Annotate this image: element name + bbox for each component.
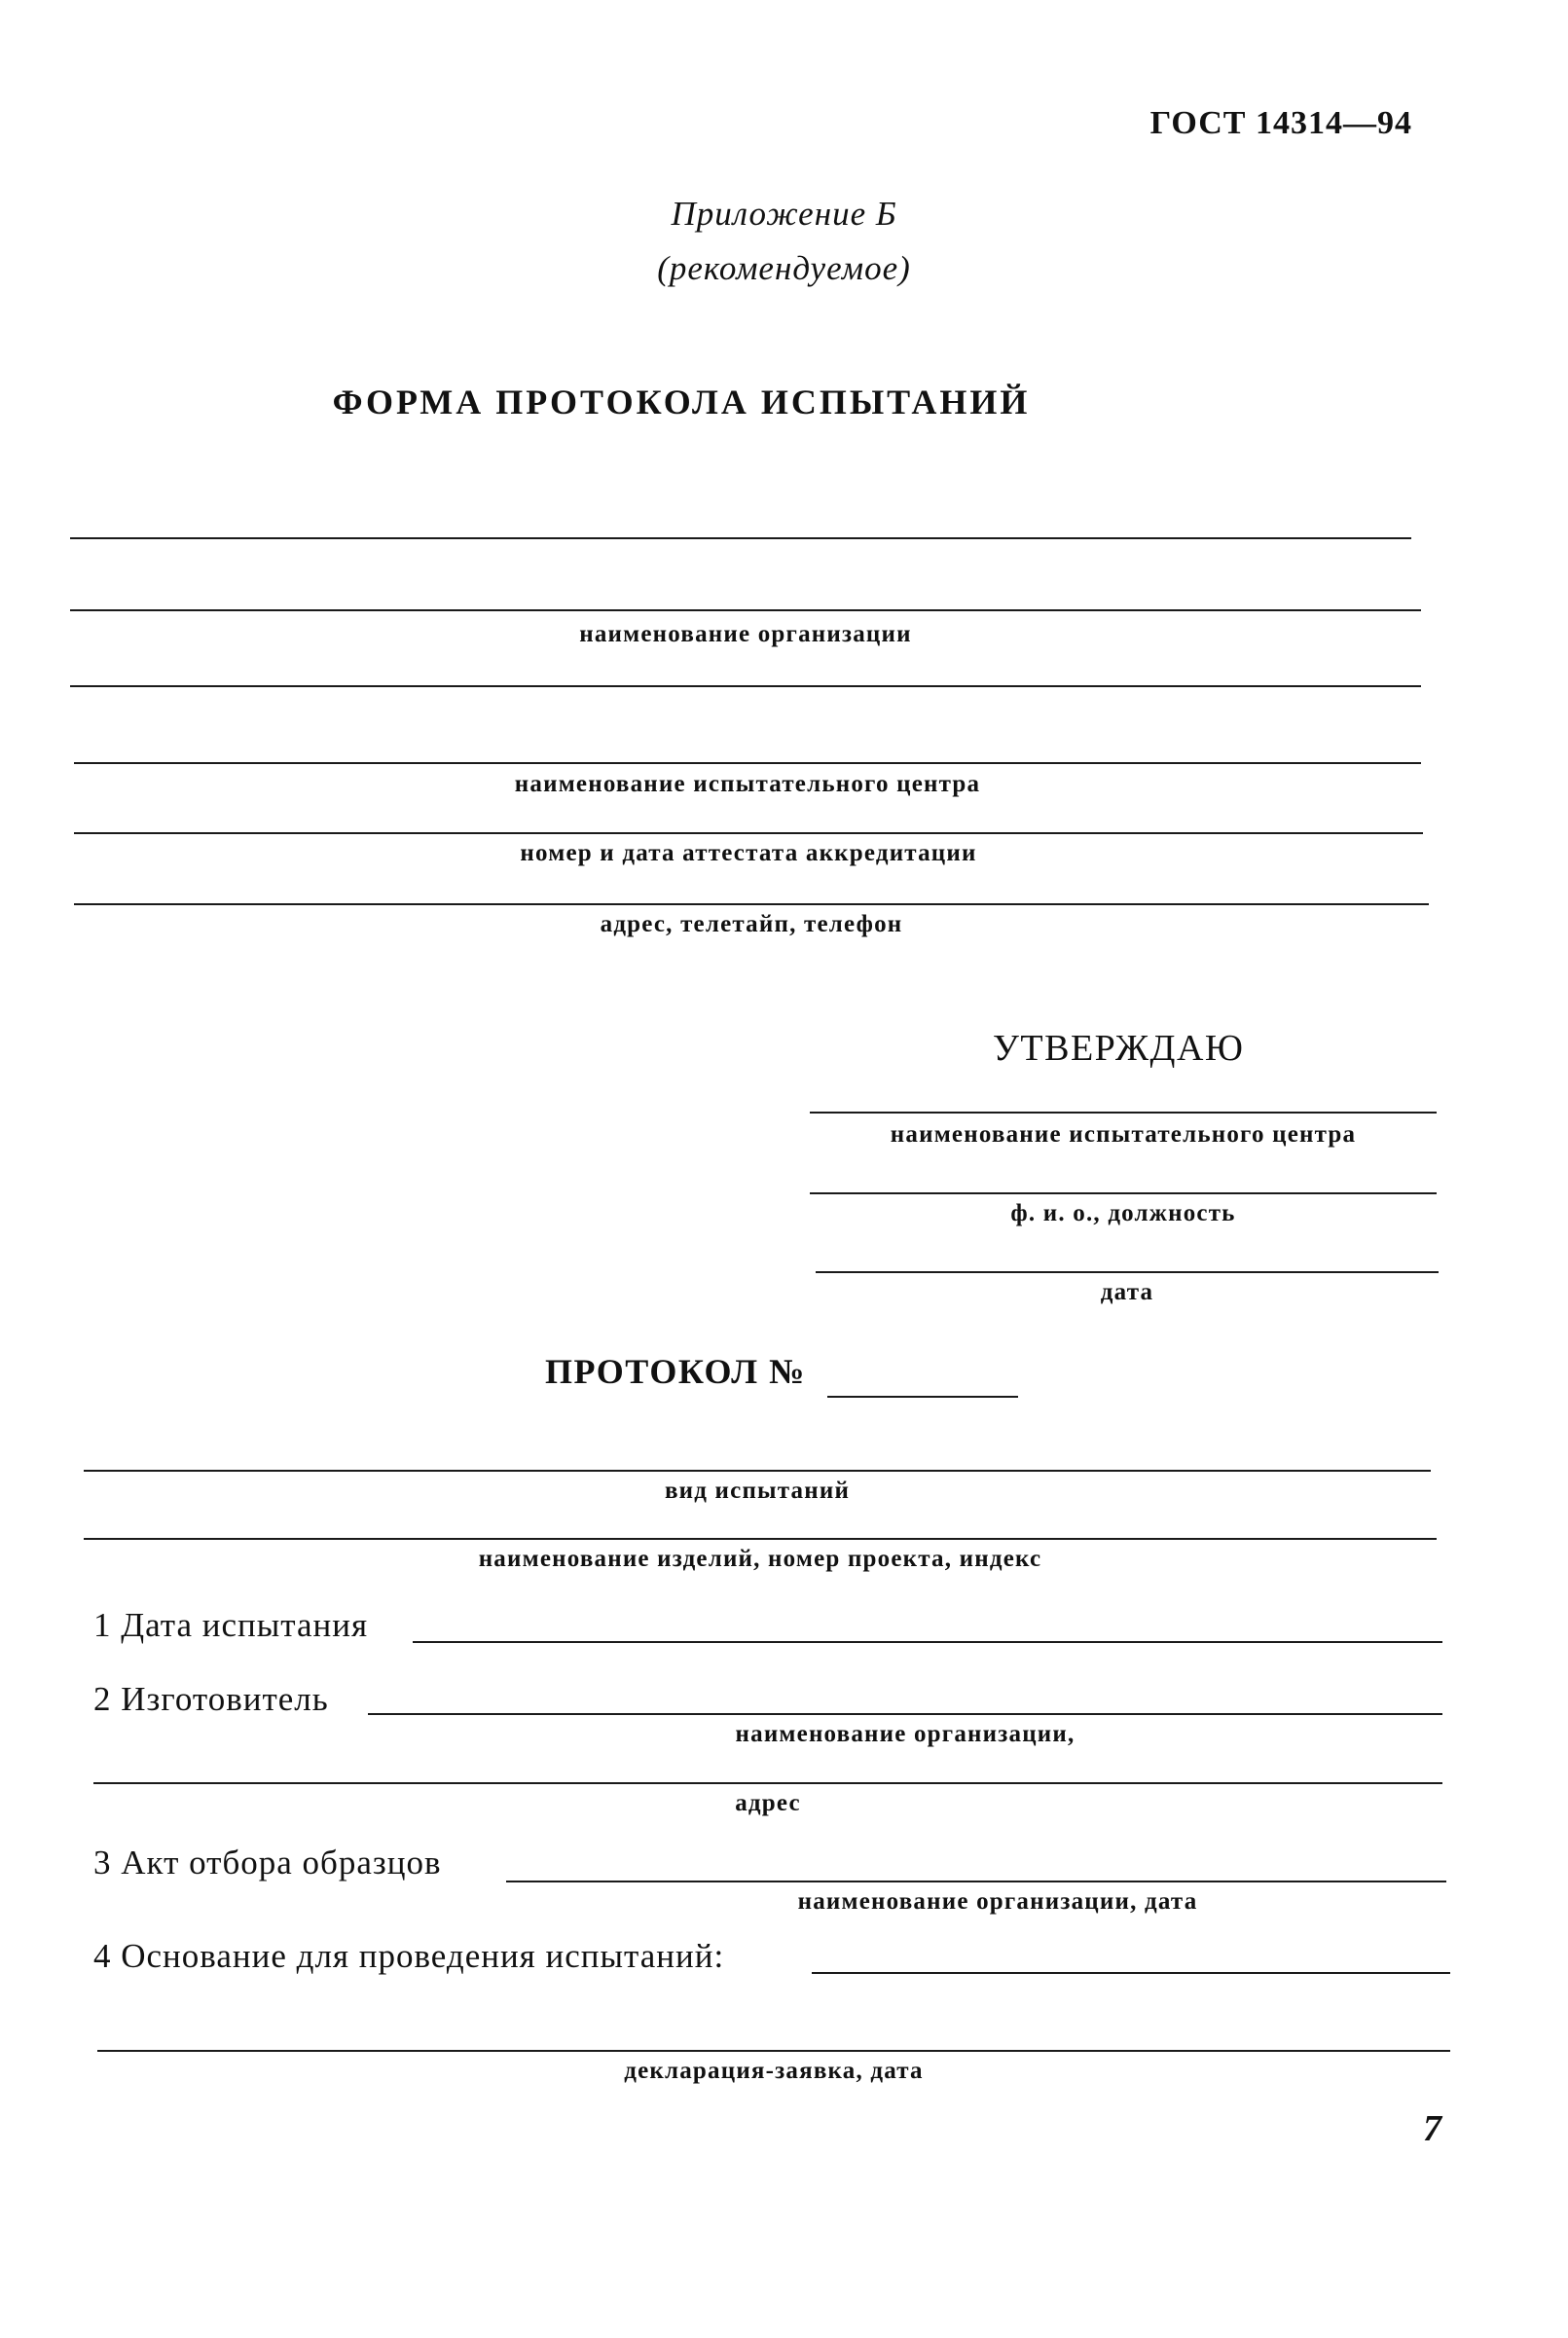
test-center-caption: наименование испытательного центра [514, 771, 981, 797]
manufacturer-address-line [93, 1782, 1442, 1784]
manufacturer-caption: наименование организации, [735, 1721, 1076, 1747]
contacts-line [74, 903, 1429, 905]
approval-center-caption: наименование испытательного центра [890, 1121, 1357, 1148]
test-type-caption: вид испытаний [664, 1478, 851, 1504]
sampling-act-line [506, 1881, 1446, 1882]
appendix-subtitle: (рекомендуемое) [657, 249, 911, 287]
test-center-line [74, 762, 1421, 764]
approval-center-line [810, 1112, 1437, 1114]
sampling-act-caption: наименование организации, дата [797, 1888, 1198, 1915]
contacts-caption: адрес, телетайп, телефон [600, 911, 903, 937]
product-caption: наименование изделий, номер проекта, индекс [478, 1546, 1042, 1572]
basis-declaration-line [97, 2050, 1450, 2052]
basis-label: 4 Основание для проведения испытаний: [93, 1937, 725, 1975]
test-date-label: 1 Дата испытания [93, 1606, 369, 1644]
basis-caption: декларация-заявка, дата [624, 2058, 924, 2084]
appendix-title: Приложение Б [671, 195, 897, 233]
form-title: ФОРМА ПРОТОКОЛА ИСПЫТАНИЙ [332, 383, 1031, 421]
basis-line [812, 1972, 1450, 1974]
standard-id: ГОСТ 14314—94 [1149, 105, 1412, 141]
manufacturer-address-caption: адрес [735, 1790, 801, 1816]
approval-date-line [816, 1271, 1439, 1273]
org-line-3 [70, 685, 1421, 687]
org-line-1 [70, 537, 1411, 539]
approval-person-caption: ф. и. о., должность [1010, 1200, 1236, 1226]
protocol-title: ПРОТОКОЛ № [545, 1352, 806, 1391]
test-date-line [413, 1641, 1442, 1643]
accreditation-line [74, 832, 1423, 834]
sampling-act-label: 3 Акт отбора образцов [93, 1844, 442, 1881]
approval-date-caption: дата [1100, 1279, 1154, 1305]
product-line [84, 1538, 1437, 1540]
approval-person-line [810, 1192, 1437, 1194]
manufacturer-label: 2 Изготовитель [93, 1680, 329, 1718]
accreditation-caption: номер и дата аттестата аккредитации [520, 840, 977, 866]
manufacturer-line [368, 1713, 1442, 1715]
approval-heading: УТВЕРЖДАЮ [993, 1028, 1245, 1069]
protocol-number-line [827, 1396, 1018, 1398]
test-type-line [84, 1470, 1431, 1472]
org-line-2 [70, 609, 1421, 611]
organization-caption: наименование организации [579, 621, 912, 647]
page-number: 7 [1423, 2108, 1441, 2149]
